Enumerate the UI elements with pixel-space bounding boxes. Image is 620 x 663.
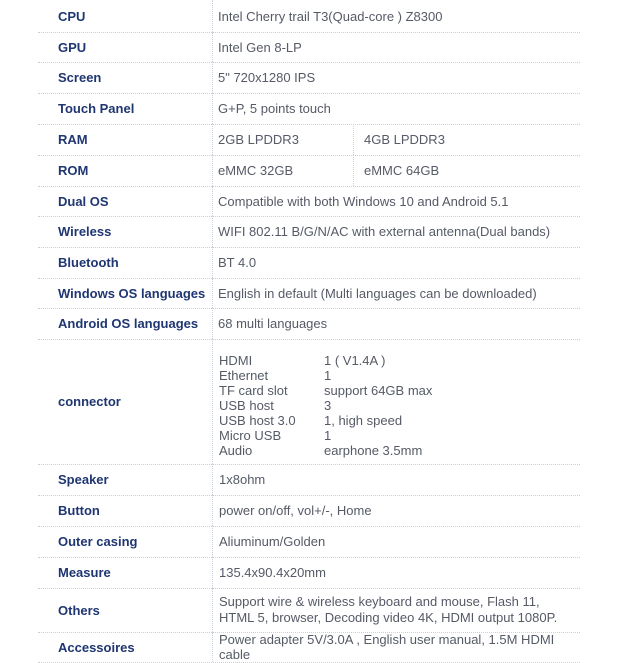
- spec-label: ROM: [38, 155, 213, 186]
- spec-row-bluetooth: [38, 247, 580, 279]
- connector-value: 1, high speed: [324, 413, 403, 428]
- connector-name: HDMI: [219, 353, 253, 368]
- connector-name: Ethernet: [219, 368, 269, 383]
- spec-label: Windows OS languages: [38, 278, 213, 308]
- spec-row-button: [38, 495, 580, 527]
- spec-row-rom: [38, 155, 580, 187]
- spec-row-outer-casing: [38, 526, 580, 558]
- spec-label: Touch Panel: [38, 93, 213, 124]
- spec-row-connector: [38, 339, 580, 465]
- spec-label: GPU: [38, 32, 213, 62]
- spec-row-speaker: [38, 464, 580, 496]
- spec-label: Dual OS: [38, 186, 213, 216]
- spec-label: CPU: [38, 0, 213, 32]
- spec-row-accessories: [38, 632, 580, 663]
- spec-row-windows-languages: [38, 278, 580, 309]
- spec-row-ram: [38, 124, 580, 156]
- spec-value: 135.4x90.4x20mm: [219, 565, 326, 580]
- spec-value: BT 4.0: [218, 255, 257, 270]
- spec-value: [213, 155, 580, 186]
- spec-row-touch-panel: [38, 93, 580, 125]
- connector-name: Audio: [219, 443, 253, 458]
- spec-value: Intel Gen 8-LP: [218, 39, 302, 55]
- connector-grid: [219, 353, 432, 458]
- spec-label: Speaker: [38, 464, 213, 495]
- spec-label: Wireless: [38, 216, 213, 247]
- spec-value: power on/off, vol+/-, Home: [219, 503, 372, 518]
- spec-label: RAM: [38, 124, 213, 155]
- spec-value: Compatible with both Windows 10 and Android 5.1: [218, 193, 509, 209]
- spec-value: [213, 124, 580, 155]
- spec-value: English in default (Multi languages can be downloaded): [218, 285, 537, 301]
- spec-label: Outer casing: [38, 526, 213, 557]
- spec-label: Screen: [38, 62, 213, 93]
- spec-row-dual-os: [38, 186, 580, 217]
- spec-value: Aliuminum/Golden: [219, 534, 326, 549]
- spec-row-measure: [38, 557, 580, 589]
- connector-name: USB host: [219, 398, 274, 413]
- spec-label: Android OS languages: [38, 308, 213, 339]
- connector-value: 3: [324, 398, 332, 413]
- spec-value-line: Support wire & wireless keyboard and mouse, Flash 11,: [219, 594, 540, 609]
- connector-name: Micro USB: [219, 428, 282, 443]
- spec-value: Intel Cherry trail T3(Quad-core ) Z8300: [218, 8, 443, 24]
- spec-label: connector: [38, 339, 213, 464]
- spec-value: 1x8ohm: [219, 472, 266, 487]
- connector-value: 1: [324, 368, 332, 383]
- connector-value: 1 ( V1.4A ): [324, 353, 386, 368]
- connector-name: TF card slot: [219, 383, 288, 398]
- spec-label: Measure: [38, 557, 213, 588]
- spec-label: Bluetooth: [38, 247, 213, 278]
- spec-value: Power adapter 5V/3.0A , English user manual, 1.5M HDMI cable: [219, 632, 555, 662]
- spec-row-cpu: [38, 0, 580, 33]
- spec-value: [213, 588, 580, 632]
- spec-value-option: eMMC 64GB: [364, 163, 440, 178]
- spec-row-android-languages: [38, 308, 580, 340]
- spec-value: 5" 720x1280 IPS: [218, 70, 316, 85]
- spec-row-screen: [38, 62, 580, 94]
- spec-value-option: 4GB LPDDR3: [364, 132, 445, 147]
- spec-value: WIFI 802.11 B/G/N/AC with external antenna(Dual bands): [218, 224, 551, 239]
- connector-value: earphone 3.5mm: [324, 443, 423, 458]
- spec-value: G+P, 5 points touch: [218, 101, 331, 116]
- connector-value: support 64GB max: [324, 383, 433, 398]
- spec-value: 68 multi languages: [218, 316, 328, 331]
- spec-label: Others: [38, 588, 213, 632]
- spec-value-line: HTML 5, browser, Decoding video 4K, HDMI output 1080P.: [219, 610, 558, 625]
- spec-value-option: 2GB LPDDR3: [218, 124, 354, 155]
- spec-label: Accessoires: [38, 632, 213, 662]
- connector-value: 1: [324, 428, 332, 443]
- spec-label: Button: [38, 495, 213, 526]
- spec-value-option: eMMC 32GB: [218, 155, 354, 186]
- spec-row-others: [38, 588, 580, 633]
- spec-row-gpu: [38, 32, 580, 63]
- connector-list: [213, 339, 580, 464]
- connector-name: USB host 3.0: [219, 413, 296, 428]
- spec-row-wireless: [38, 216, 580, 248]
